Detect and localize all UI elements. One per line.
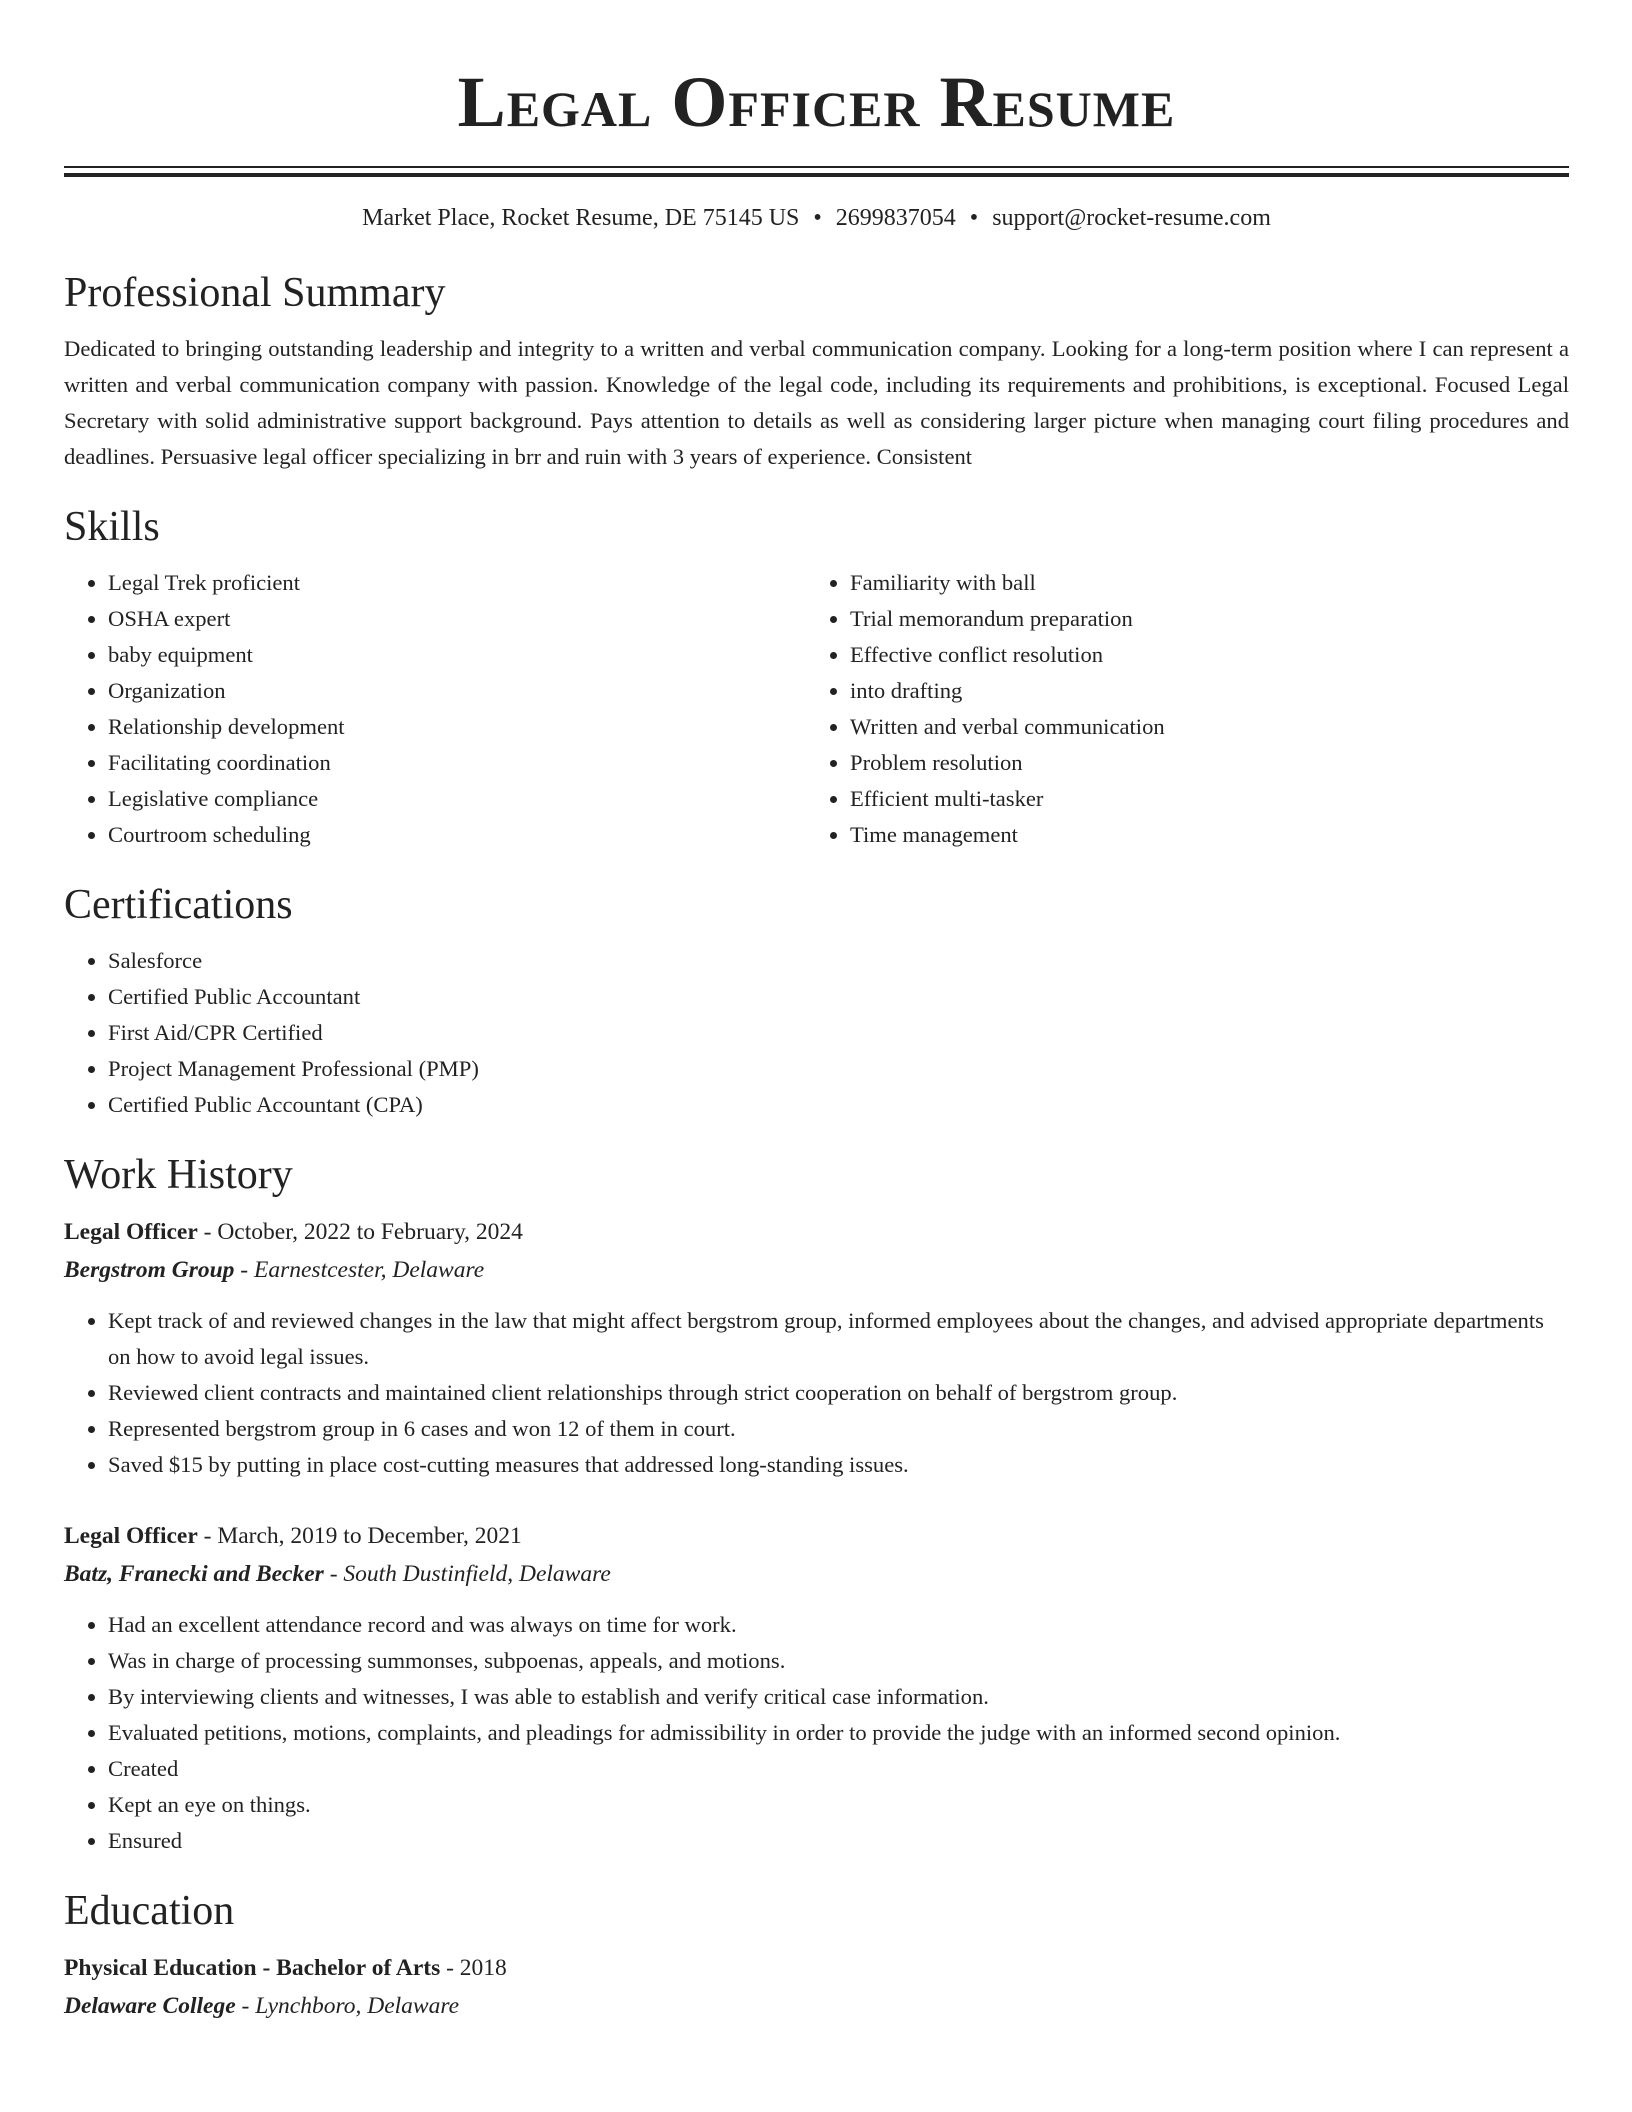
list-item: • Facilitating coordination <box>108 745 806 781</box>
education-location: - Lynchboro, Delaware <box>235 1993 460 2019</box>
list-item: • Courtroom scheduling <box>108 817 806 853</box>
list-item: • OSHA expert <box>108 601 806 637</box>
summary-text: Dedicated to bringing outstanding leadership and integrity to a written and verbal communication company. Looking for a long-term position where I can represent a written and verbal communication company with passion. Knowledge of the legal code, including its requirements and prohibitions, is exceptional. Focused Legal Secretary with solid administrative support background. Pays attention to details as well as considering larger picture when managing court filing procedures and deadlines. Persuasive legal officer specializing in brr and ruin with 3 years of experience. Consistent <box>64 336 1569 469</box>
list-item: • Saved $15 by putting in place cost-cutting measures that addressed long-standing issues. <box>108 1447 1569 1483</box>
list-item: • Created <box>108 1751 1569 1787</box>
job-company: Batz, Franecki and Becker <box>64 1561 324 1587</box>
section-heading-summary: Professional Summary <box>64 270 446 316</box>
list-item: • baby equipment <box>108 637 806 673</box>
list-item: • Represented bergstrom group in 6 cases and won 12 of them in court. <box>108 1411 1569 1447</box>
list-item: • Reviewed client contracts and maintained client relationships through strict cooperation on behalf of bergstrom group. <box>108 1375 1569 1411</box>
title-double-rule <box>64 166 1569 177</box>
section-heading-certifications: Certifications <box>64 882 293 928</box>
job-company-line <box>64 1555 1569 1593</box>
list-item: • First Aid/CPR Certified <box>108 1015 1569 1051</box>
list-item: • Had an excellent attendance record and was always on time for work. <box>108 1607 1569 1643</box>
job-company-line <box>64 1251 1569 1289</box>
education-school: Delaware College <box>64 1993 236 2019</box>
job-dates: - October, 2022 to February, 2024 <box>197 1219 523 1245</box>
job-entry <box>64 1517 1569 1859</box>
list-item: • Efficient multi-tasker <box>850 781 1548 817</box>
certifications-list <box>64 943 1569 1123</box>
education-degree: Physical Education - Bachelor of Arts <box>64 1955 441 1981</box>
skills-list-left <box>64 565 806 853</box>
list-item: • Salesforce <box>108 943 1569 979</box>
skills-columns <box>64 565 1569 853</box>
contact-separator: • <box>813 205 822 231</box>
resume-page <box>64 0 1569 2025</box>
section-heading-work-history: Work History <box>64 1152 293 1198</box>
job-bullets <box>64 1607 1569 1859</box>
list-item: • Ensured <box>108 1823 1569 1859</box>
job-company: Bergstrom Group <box>64 1257 235 1283</box>
education-school-line <box>64 1987 1569 2025</box>
job-entry <box>64 1213 1569 1483</box>
job-bullets <box>64 1303 1569 1483</box>
job-title-line <box>64 1213 1569 1251</box>
list-item: • Kept track of and reviewed changes in the law that might affect bergstrom group, informed employees about the changes, and advised appropriate departments on how to avoid legal issues. <box>108 1303 1569 1375</box>
list-item: • Legal Trek proficient <box>108 565 806 601</box>
skills-list-right <box>806 565 1548 853</box>
job-title: Legal Officer <box>64 1523 198 1549</box>
list-item: • Was in charge of processing summonses, subpoenas, appeals, and motions. <box>108 1643 1569 1679</box>
job-location: - Earnestcester, Delaware <box>234 1257 485 1283</box>
list-item: • Trial memorandum preparation <box>850 601 1548 637</box>
contact-email[interactable]: support@rocket-resume.com <box>992 205 1271 231</box>
list-item: • Familiarity with ball <box>850 565 1548 601</box>
resume-title: Legal Officer Resume <box>457 62 1176 142</box>
contact-line <box>64 203 1569 233</box>
contact-address: Market Place, Rocket Resume, DE 75145 US <box>362 205 800 231</box>
list-item: • Relationship development <box>108 709 806 745</box>
list-item: • Evaluated petitions, motions, complaints, and pleadings for admissibility in order to provide the judge with an informed second opinion. <box>108 1715 1569 1751</box>
list-item: • Problem resolution <box>850 745 1548 781</box>
job-dates: - March, 2019 to December, 2021 <box>197 1523 522 1549</box>
education-degree-line <box>64 1949 1569 1987</box>
list-item: • Kept an eye on things. <box>108 1787 1569 1823</box>
job-title-line <box>64 1517 1569 1555</box>
list-item: • Certified Public Accountant <box>108 979 1569 1015</box>
job-location: - South Dustinfield, Delaware <box>323 1561 611 1587</box>
list-item: • Legislative compliance <box>108 781 806 817</box>
list-item: • Written and verbal communication <box>850 709 1548 745</box>
job-title: Legal Officer <box>64 1219 198 1245</box>
list-item: • Organization <box>108 673 806 709</box>
list-item: • Time management <box>850 817 1548 853</box>
section-heading-education: Education <box>64 1888 235 1934</box>
contact-separator: • <box>969 205 979 231</box>
list-item: • Certified Public Accountant (CPA) <box>108 1087 1569 1123</box>
education-year: - 2018 <box>440 1955 507 1981</box>
list-item: • Effective conflict resolution <box>850 637 1548 673</box>
list-item: • Project Management Professional (PMP) <box>108 1051 1569 1087</box>
list-item: • By interviewing clients and witnesses, I was able to establish and verify critical case information. <box>108 1679 1569 1715</box>
contact-phone: 2699837054 <box>835 205 956 231</box>
section-heading-skills: Skills <box>64 504 160 550</box>
list-item: • into drafting <box>850 673 1548 709</box>
